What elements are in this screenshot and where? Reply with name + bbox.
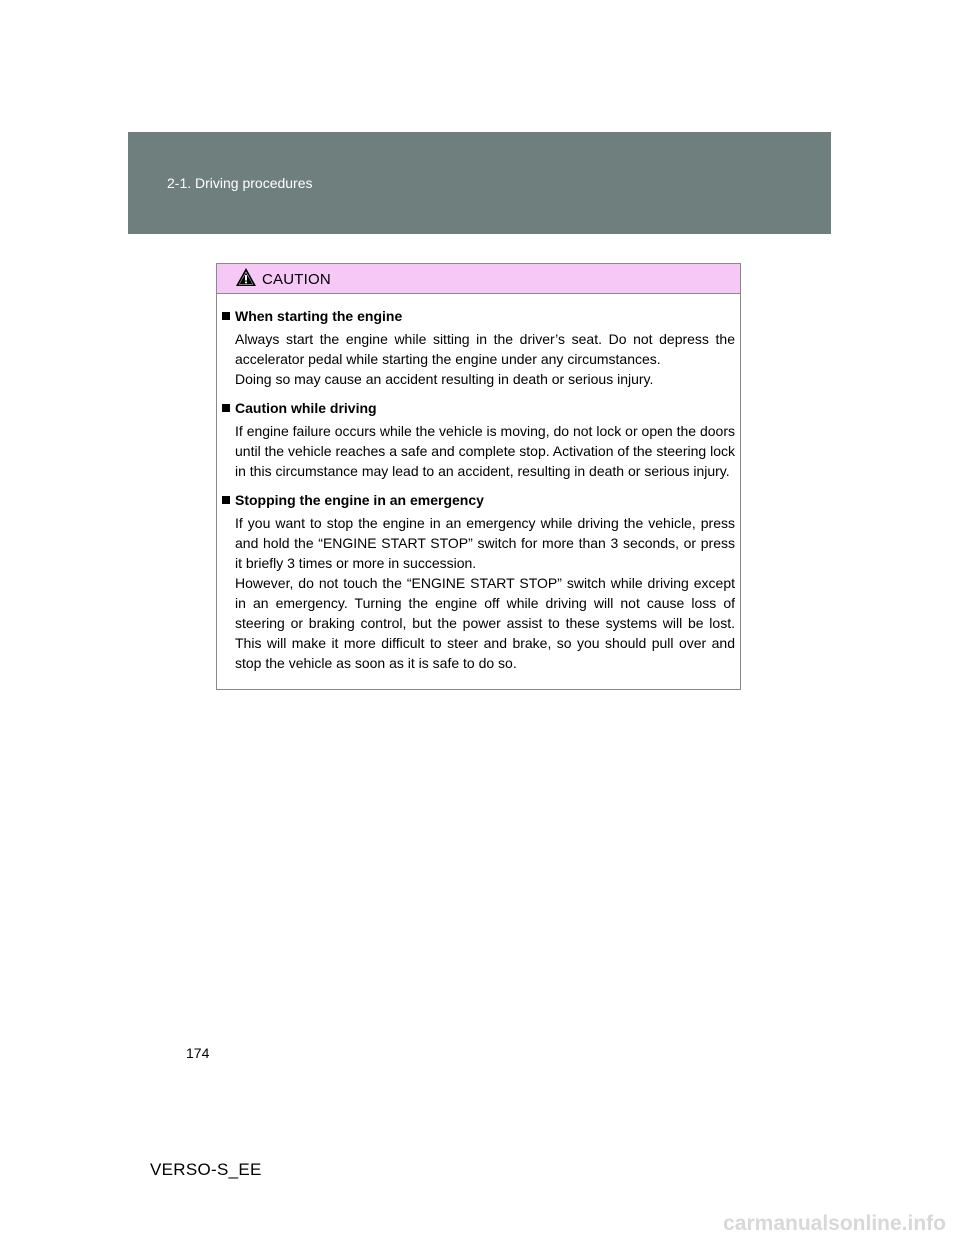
item-heading-text: Caution while driving xyxy=(235,400,377,416)
item-text xyxy=(222,513,735,673)
square-bullet-icon xyxy=(222,496,230,504)
header-band xyxy=(128,132,831,234)
item-heading xyxy=(222,490,735,510)
item-heading-text: When starting the engine xyxy=(235,308,403,324)
item-text xyxy=(222,329,735,389)
item-heading xyxy=(222,306,735,326)
item-text xyxy=(222,421,735,481)
caution-item-starting-engine xyxy=(222,306,735,389)
caution-body xyxy=(217,294,740,673)
page-number: 174 xyxy=(186,1045,210,1061)
item-heading-text: Stopping the engine in an emergency xyxy=(235,492,484,508)
item-heading xyxy=(222,398,735,418)
square-bullet-icon xyxy=(222,404,230,412)
square-bullet-icon xyxy=(222,312,230,320)
caution-title: CAUTION xyxy=(262,271,331,288)
paragraph: Always start the engine while sitting in the driver’s seat. Do not depress the accelerator pedal while starting the engine under any circumstances. xyxy=(235,331,735,367)
paragraph: If engine failure occurs while the vehicle is moving, do not lock or open the doors until the vehicle reaches a safe and complete stop. Activation of the steering lock in this circumstance may lead to an accident, resulting in death or serious injury. xyxy=(235,423,735,479)
paragraph: However, do not touch the “ENGINE START STOP” switch while driving except in an emergency. Turning the engine off while driving will not cause loss of steering or braking control, but the power assist to these systems will be lost. This will make it more difficult to steer and brake, so you should pull over and stop the vehicle as soon as it is safe to do so. xyxy=(235,575,735,671)
caution-item-while-driving xyxy=(222,398,735,481)
caution-item-emergency-stop xyxy=(222,490,735,673)
paragraph: If you want to stop the engine in an emergency while driving the vehicle, press and hold the “ENGINE START STOP” switch for more than 3 seconds, or press it briefly 3 times or more in succession. xyxy=(235,515,735,571)
paragraph: Doing so may cause an accident resulting in death or serious injury. xyxy=(235,371,654,387)
model-code: VERSO-S_EE xyxy=(150,1160,262,1179)
caution-box xyxy=(216,263,741,690)
watermark: carmanualsonline.info xyxy=(723,1212,946,1235)
warning-triangle-icon xyxy=(235,267,257,287)
section-title: 2-1. Driving procedures xyxy=(167,175,313,191)
caution-header xyxy=(217,264,740,294)
